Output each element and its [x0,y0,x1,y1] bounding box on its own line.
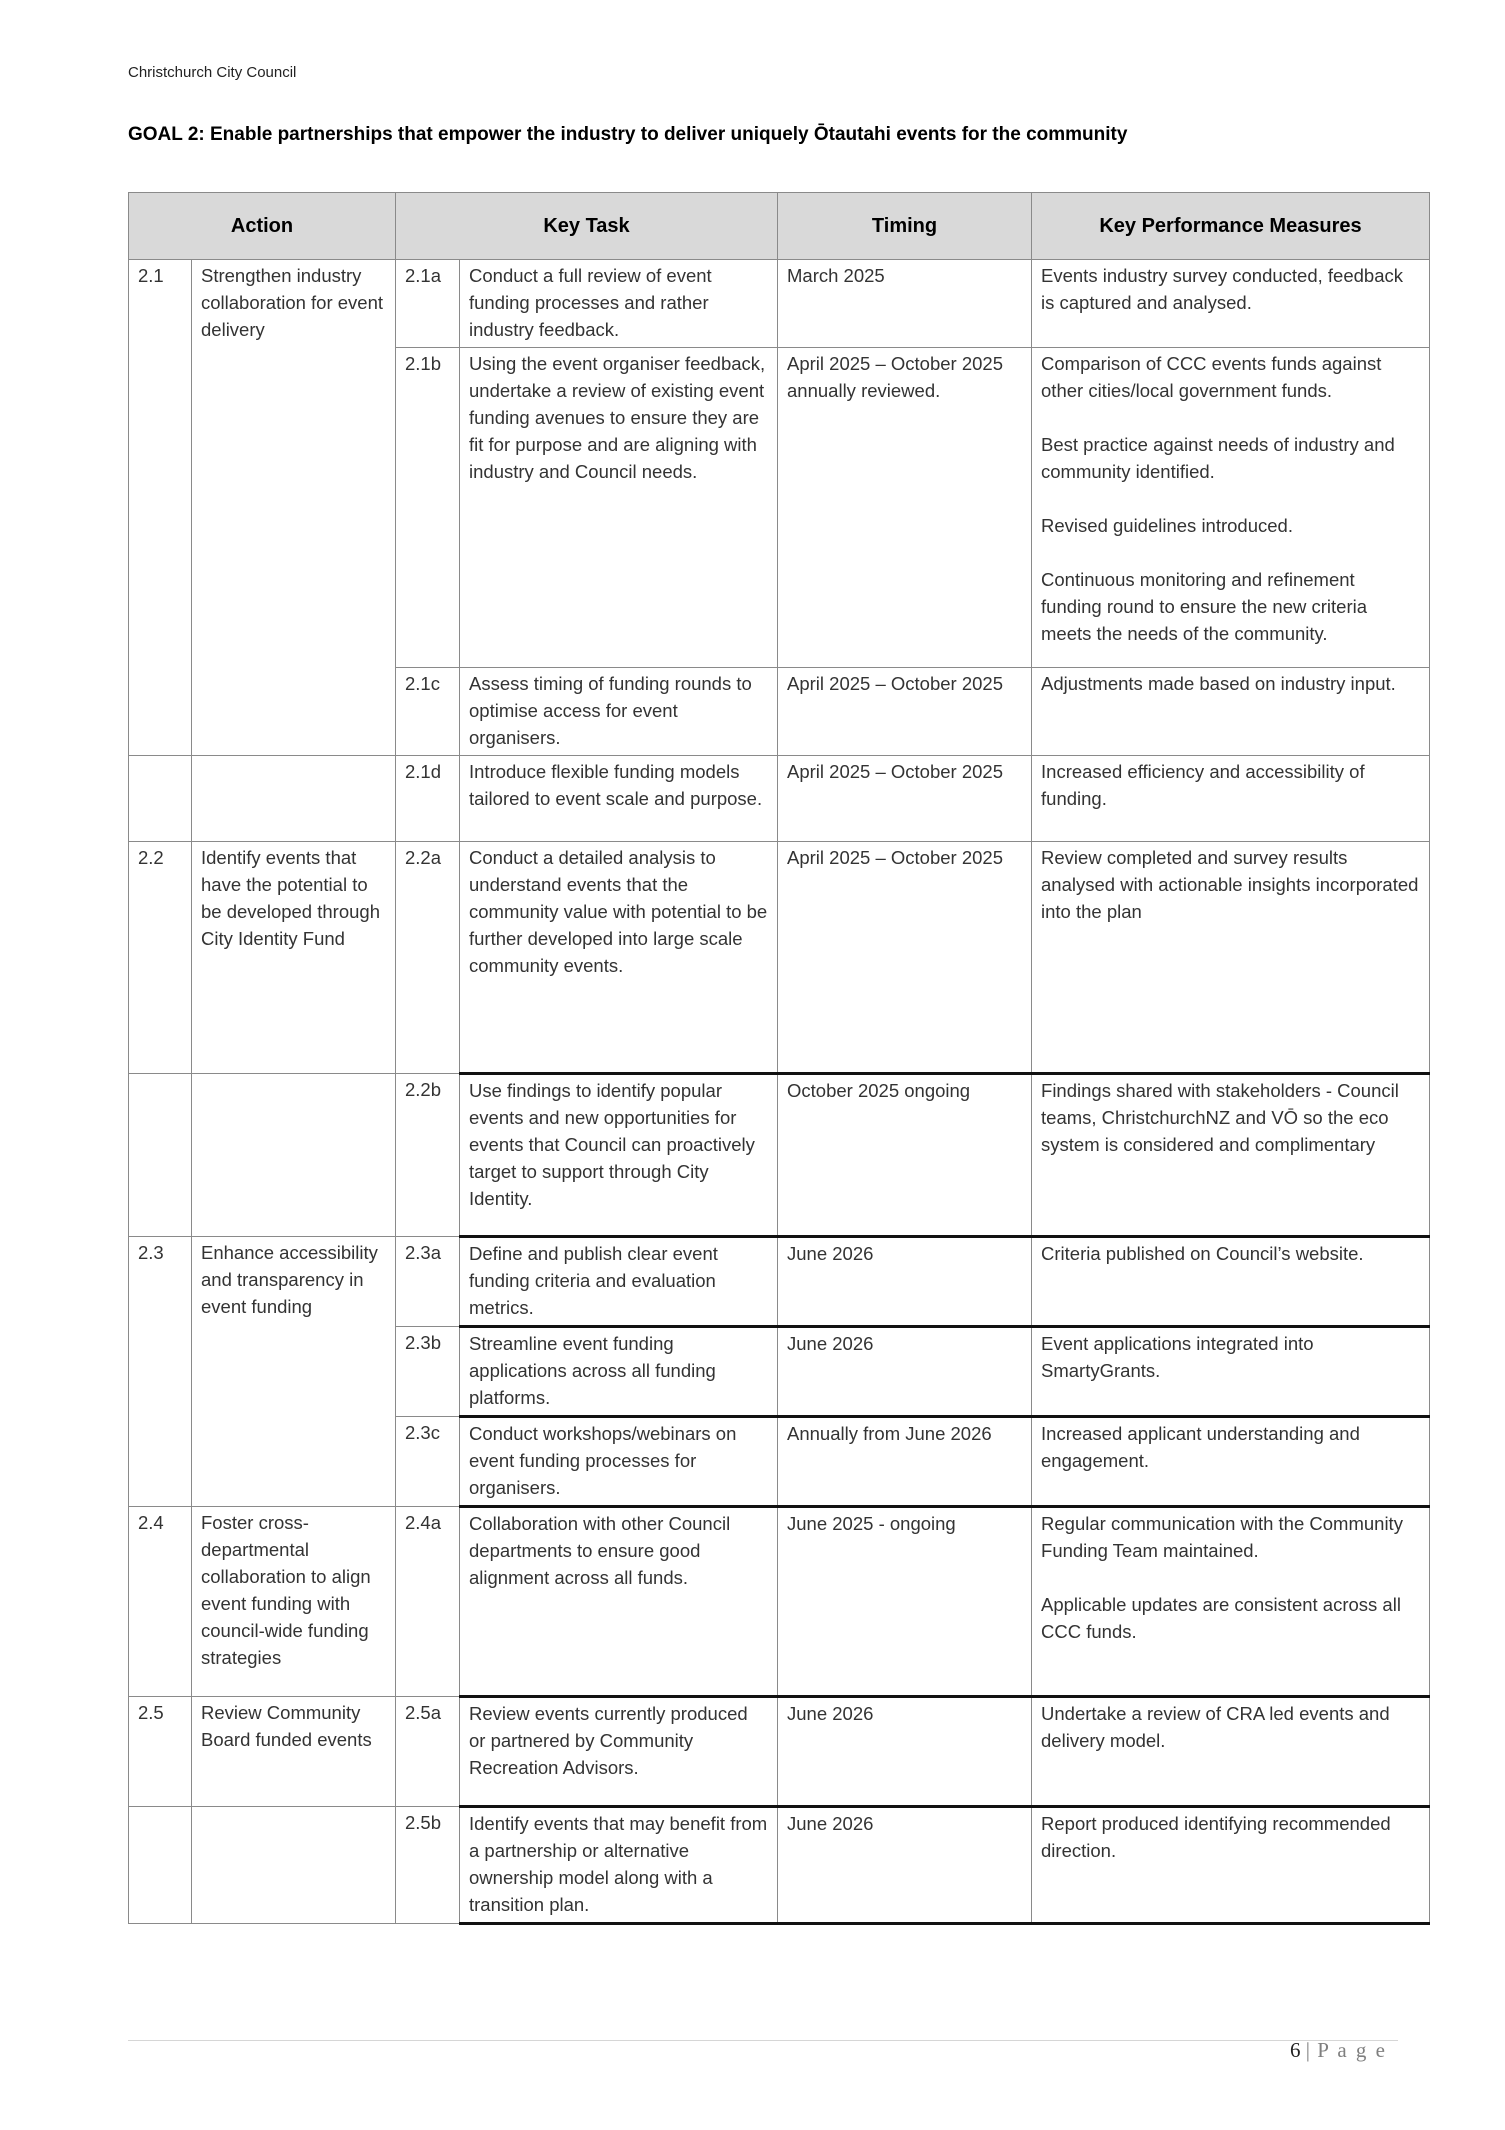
table-row [129,1237,1430,1327]
page-number [1290,2038,1387,2063]
timing: June 2026 [778,1697,1032,1807]
task-number: 2.1c [396,668,460,756]
timing: April 2025 – October 2025 [778,842,1032,1074]
kpm: Comparison of CCC events funds against other cities/local government funds. Best practice against needs of industry and community identified. Revised guidelines introduced. Continuous monitoring and refinement funding round to ensure the new criteria meets the needs of the community. [1032,348,1430,668]
page-label: P a g e [1317,2038,1387,2062]
task-number: 2.4a [396,1507,460,1697]
action-number: 2.1 [129,260,192,756]
kpm: Findings shared with stakeholders - Council teams, ChristchurchNZ and VŌ so the eco system is considered and complimentary [1032,1074,1430,1237]
task-number: 2.2b [396,1074,460,1237]
timing: June 2025 - ongoing [778,1507,1032,1697]
task-text: Using the event organiser feedback, undertake a review of existing event funding avenues to ensure they are fit for purpose and are aligning with industry and Council needs. [460,348,778,668]
page-number-value: 6 [1289,2038,1301,2062]
table-row [129,756,1430,842]
timing: April 2025 – October 2025 [778,756,1032,842]
action-number: 2.2 [129,842,192,1074]
timing: April 2025 – October 2025 annually reviewed. [778,348,1032,668]
task-number: 2.1d [396,756,460,842]
task-text: Collaboration with other Council departments to ensure good alignment across all funds. [460,1507,778,1697]
task-number: 2.3b [396,1327,460,1417]
task-text: Define and publish clear event funding criteria and evaluation metrics. [460,1237,778,1327]
goal-title: GOAL 2: Enable partnerships that empower the industry to deliver uniquely Ōtautahi events for the community [128,124,1128,145]
timing: April 2025 – October 2025 [778,668,1032,756]
task-number: 2.5b [396,1807,460,1924]
kpm: Events industry survey conducted, feedback is captured and analysed. [1032,260,1430,348]
timing: March 2025 [778,260,1032,348]
task-number: 2.2a [396,842,460,1074]
kpm: Criteria published on Council’s website. [1032,1237,1430,1327]
header-key-task: Key Task [396,193,778,260]
header-action: Action [129,193,396,260]
task-text: Streamline event funding applications across all funding platforms. [460,1327,778,1417]
task-text: Review events currently produced or partnered by Community Recreation Advisors. [460,1697,778,1807]
action-text: Review Community Board funded events [192,1697,396,1807]
kpm: Increased efficiency and accessibility of funding. [1032,756,1430,842]
task-text: Identify events that may benefit from a partnership or alternative ownership model along with a transition plan. [460,1807,778,1924]
table-row [129,1697,1430,1807]
action-text: Strengthen industry collaboration for event delivery [192,260,396,756]
footer-divider [128,2040,1398,2041]
kpm: Increased applicant understanding and engagement. [1032,1417,1430,1507]
action-text-empty [192,1074,396,1237]
header-organization: Christchurch City Council [128,64,297,81]
action-number: 2.5 [129,1697,192,1807]
kpm: Review completed and survey results analysed with actionable insights incorporated into the plan [1032,842,1430,1074]
task-number: 2.1b [396,348,460,668]
action-text: Identify events that have the potential to be developed through City Identity Fund [192,842,396,1074]
action-text-empty [192,756,396,842]
task-number: 2.5a [396,1697,460,1807]
action-number-empty [129,1807,192,1924]
table-row [129,842,1430,1074]
kpm: Regular communication with the Community Funding Team maintained. Applicable updates are consistent across all CCC funds. [1032,1507,1430,1697]
timing: June 2026 [778,1237,1032,1327]
header-kpm: Key Performance Measures [1032,193,1430,260]
action-text: Enhance accessibility and transparency in event funding [192,1237,396,1507]
action-number-empty [129,1074,192,1237]
table-row [129,1074,1430,1237]
kpm: Report produced identifying recommended direction. [1032,1807,1430,1924]
action-text: Foster cross-departmental collaboration to align event funding with council-wide funding strategies [192,1507,396,1697]
action-text-empty [192,1807,396,1924]
page-separator: | [1305,2038,1312,2062]
task-number: 2.1a [396,260,460,348]
task-text: Assess timing of funding rounds to optimise access for event organisers. [460,668,778,756]
task-text: Conduct a full review of event funding processes and rather industry feedback. [460,260,778,348]
timing: June 2026 [778,1807,1032,1924]
action-number: 2.3 [129,1237,192,1507]
timing: October 2025 ongoing [778,1074,1032,1237]
kpm: Undertake a review of CRA led events and delivery model. [1032,1697,1430,1807]
task-text: Conduct a detailed analysis to understand events that the community value with potential to be further developed into large scale community events. [460,842,778,1074]
task-text: Conduct workshops/webinars on event funding processes for organisers. [460,1417,778,1507]
kpm: Adjustments made based on industry input. [1032,668,1430,756]
kpm: Event applications integrated into SmartyGrants. [1032,1327,1430,1417]
action-number: 2.4 [129,1507,192,1697]
timing: Annually from June 2026 [778,1417,1032,1507]
header-timing: Timing [778,193,1032,260]
action-number-empty [129,756,192,842]
task-text: Introduce flexible funding models tailored to event scale and purpose. [460,756,778,842]
table-header-row [129,193,1430,260]
task-text: Use findings to identify popular events and new opportunities for events that Council can proactively target to support through City Identity. [460,1074,778,1237]
table-row [129,1807,1430,1924]
task-number: 2.3a [396,1237,460,1327]
action-plan-table [128,192,1430,1925]
task-number: 2.3c [396,1417,460,1507]
table-row [129,1507,1430,1697]
timing: June 2026 [778,1327,1032,1417]
table-row [129,260,1430,348]
